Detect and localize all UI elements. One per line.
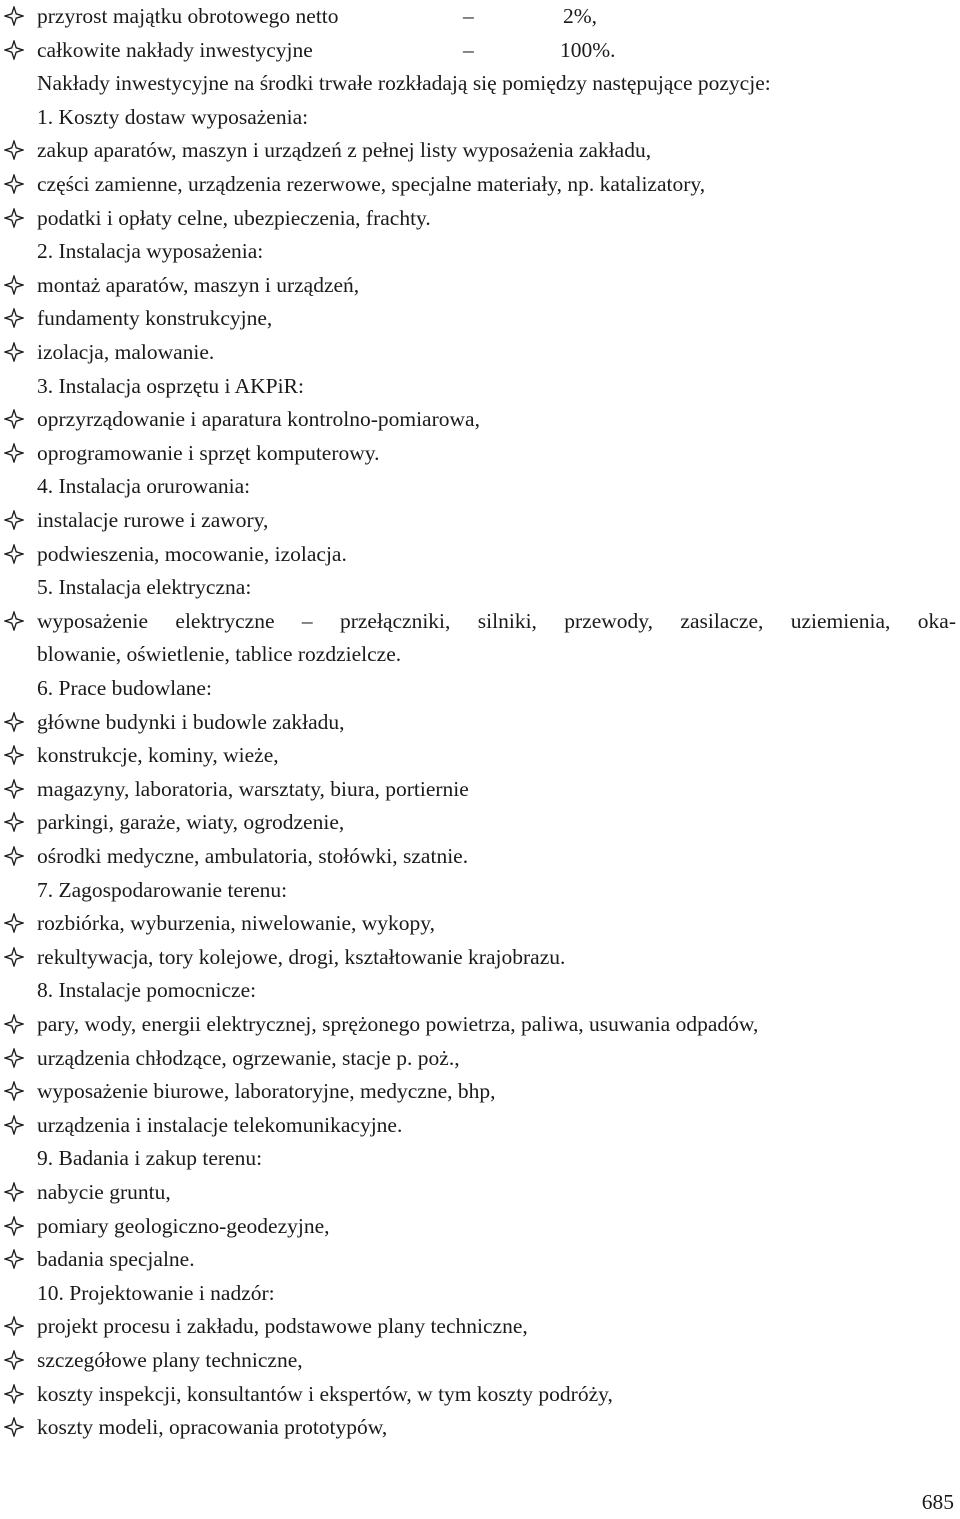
line-text: blowanie, oświetlenie, tablice rozdzielcze. (37, 642, 402, 667)
line-text: badania specjalne. (37, 1247, 195, 1272)
section-heading (0, 470, 960, 503)
four-point-star-outline-icon (4, 342, 24, 362)
bullet-item (0, 403, 960, 436)
bullet-item (0, 806, 960, 839)
section-heading (0, 571, 960, 604)
four-point-star-outline-icon (4, 745, 24, 765)
line-text: 6. Prace budowlane: (37, 676, 212, 700)
line-text: 3. Instalacja osprzętu i AKPiR: (37, 373, 304, 398)
line-text: szczegółowe plany techniczne, (37, 1348, 303, 1372)
four-point-star-outline-icon (4, 275, 24, 295)
four-point-star-outline-icon (4, 1081, 24, 1101)
section-heading (0, 235, 960, 268)
line-text: nabycie gruntu, (37, 1180, 171, 1204)
four-point-star-outline-icon (4, 1316, 24, 1336)
line-text: 1. Koszty dostaw wyposażenia: (37, 104, 309, 129)
line-text: 5. Instalacja elektryczna: (37, 575, 252, 600)
four-point-star-outline-icon (4, 1048, 24, 1068)
bullet-item (0, 437, 960, 470)
line-text: projekt procesu i zakładu, podstawowe plany techniczne, (37, 1314, 528, 1339)
bullet-item (0, 1109, 960, 1142)
line-text: konstrukcje, kominy, wieże, (37, 743, 279, 768)
section-heading (0, 974, 960, 1007)
line-text: oprzyrządowanie i aparatura kontrolno-pomiarowa, (37, 407, 480, 432)
percentage-value: 2%, (563, 4, 598, 28)
line-text: pary, wody, energii elektrycznej, sprężonego powietrza, paliwa, usuwania odpadów, (37, 1012, 759, 1036)
dash-separator: – (463, 37, 474, 62)
four-point-star-outline-icon (4, 40, 24, 60)
section-heading (0, 672, 960, 705)
bullet-item (0, 706, 960, 739)
bullet-item (0, 1176, 960, 1209)
bullet-item (0, 1075, 960, 1108)
bullet-item (0, 1042, 960, 1075)
bullet-item (0, 941, 960, 974)
line-text: fundamenty konstrukcyjne, (37, 306, 273, 331)
section-heading (0, 1277, 960, 1310)
four-point-star-outline-icon (4, 1216, 24, 1236)
line-text: izolacja, malowanie. (37, 340, 215, 364)
line-text: główne budynki i budowle zakładu, (37, 709, 345, 734)
line-text: całkowite nakłady inwestycyjne (37, 37, 313, 62)
line-text: pomiary geologiczno-geodezyjne, (37, 1213, 330, 1238)
bullet-item (0, 1210, 960, 1243)
four-point-star-outline-icon (4, 913, 24, 933)
line-text: Nakłady inwestycyjne na środki trwałe rozkładają się pomiędzy następujące pozycje: (37, 71, 771, 96)
bullet-item (0, 1378, 960, 1411)
line-text: 10. Projektowanie i nadzór: (37, 1280, 275, 1305)
line-text: magazyny, laboratoria, warsztaty, biura, portiernie (37, 776, 469, 801)
bullet-item (0, 34, 960, 67)
bullet-item (0, 1344, 960, 1377)
line-text: ośrodki medyczne, ambulatoria, stołówki, szatnie. (37, 844, 469, 868)
line-text: oprogramowanie i sprzęt komputerowy. (37, 440, 380, 465)
bullet-item (0, 840, 960, 873)
bullet-item (0, 538, 960, 571)
four-point-star-outline-icon (4, 712, 24, 732)
four-point-star-outline-icon (4, 1384, 24, 1404)
page-number: 685 (921, 1490, 954, 1514)
section-heading (0, 874, 960, 907)
line-text: zakup aparatów, maszyn i urządzeń z pełnej listy wyposażenia zakładu, (37, 138, 652, 163)
bullet-item (0, 773, 960, 806)
line-text: wyposażenie elektryczne – przełączniki, silniki, przewody, zasilacze, uziemienia, oka- (37, 608, 956, 633)
line-text: montaż aparatów, maszyn i urządzeń, (37, 272, 360, 297)
dash-separator: – (463, 4, 474, 28)
four-point-star-outline-icon (4, 1417, 24, 1437)
bullet-item (0, 336, 960, 369)
four-point-star-outline-icon (4, 443, 24, 463)
four-point-star-outline-icon (4, 812, 24, 832)
four-point-star-outline-icon (4, 409, 24, 429)
four-point-star-outline-icon (4, 140, 24, 160)
four-point-star-outline-icon (4, 947, 24, 967)
four-point-star-outline-icon (4, 544, 24, 564)
line-text: instalacje rurowe i zawory, (37, 508, 269, 532)
line-text: wyposażenie biurowe, laboratoryjne, medyczne, bhp, (37, 1079, 496, 1104)
line-text: urządzenia i instalacje telekomunikacyjne. (37, 1112, 403, 1137)
section-heading (0, 101, 960, 134)
four-point-star-outline-icon (4, 846, 24, 866)
bullet-item (0, 1243, 960, 1276)
four-point-star-outline-icon (4, 1115, 24, 1135)
section-heading (0, 1142, 960, 1175)
line-text: koszty inspekcji, konsultantów i ekspertów, w tym koszty podróży, (37, 1381, 613, 1406)
four-point-star-outline-icon (4, 510, 24, 530)
line-text: rozbiórka, wyburzenia, niwelowanie, wykopy, (37, 911, 436, 936)
bullet-item (0, 605, 960, 638)
line-text: 9. Badania i zakup terenu: (37, 1146, 263, 1171)
bullet-item (0, 1310, 960, 1343)
four-point-star-outline-icon (4, 6, 24, 26)
line-text: podatki i opłaty celne, ubezpieczenia, frachty. (37, 205, 431, 230)
line-text: 4. Instalacja orurowania: (37, 474, 251, 499)
percentage-value: 100%. (560, 37, 616, 62)
bullet-item (0, 907, 960, 940)
bullet-item (0, 168, 960, 201)
line-text: przyrost majątku obrotowego netto (37, 4, 339, 28)
four-point-star-outline-icon (4, 1350, 24, 1370)
bullet-item (0, 739, 960, 772)
four-point-star-outline-icon (4, 208, 24, 228)
four-point-star-outline-icon (4, 779, 24, 799)
line-text: 2. Instalacja wyposażenia: (37, 239, 264, 264)
section-heading (0, 370, 960, 403)
line-text: parkingi, garaże, wiaty, ogrodzenie, (37, 810, 345, 835)
bullet-item (0, 0, 960, 33)
four-point-star-outline-icon (4, 1249, 24, 1269)
four-point-star-outline-icon (4, 1182, 24, 1202)
line-text: części zamienne, urządzenia rezerwowe, specjalne materiały, np. katalizatory, (37, 172, 706, 196)
bullet-item (0, 202, 960, 235)
bullet-item (0, 269, 960, 302)
bullet-item (0, 504, 960, 537)
bullet-item (0, 302, 960, 335)
four-point-star-outline-icon (4, 611, 24, 631)
line-text: rekultywacja, tory kolejowe, drogi, kształtowanie krajobrazu. (37, 944, 566, 969)
bullet-item (0, 1411, 960, 1444)
line-text: koszty modeli, opracowania prototypów, (37, 1415, 388, 1440)
paragraph-line (0, 67, 960, 100)
bullet-item (0, 134, 960, 167)
four-point-star-outline-icon (4, 1014, 24, 1034)
four-point-star-outline-icon (4, 174, 24, 194)
bullet-item (0, 1008, 960, 1041)
line-text: 8. Instalacje pomocnicze: (37, 978, 257, 1003)
line-text: podwieszenia, mocowanie, izolacja. (37, 541, 347, 566)
line-text: urządzenia chłodzące, ogrzewanie, stacje p. poż., (37, 1045, 460, 1070)
bullet-continuation (0, 638, 960, 671)
line-text: 7. Zagospodarowanie terenu: (37, 877, 288, 902)
four-point-star-outline-icon (4, 308, 24, 328)
